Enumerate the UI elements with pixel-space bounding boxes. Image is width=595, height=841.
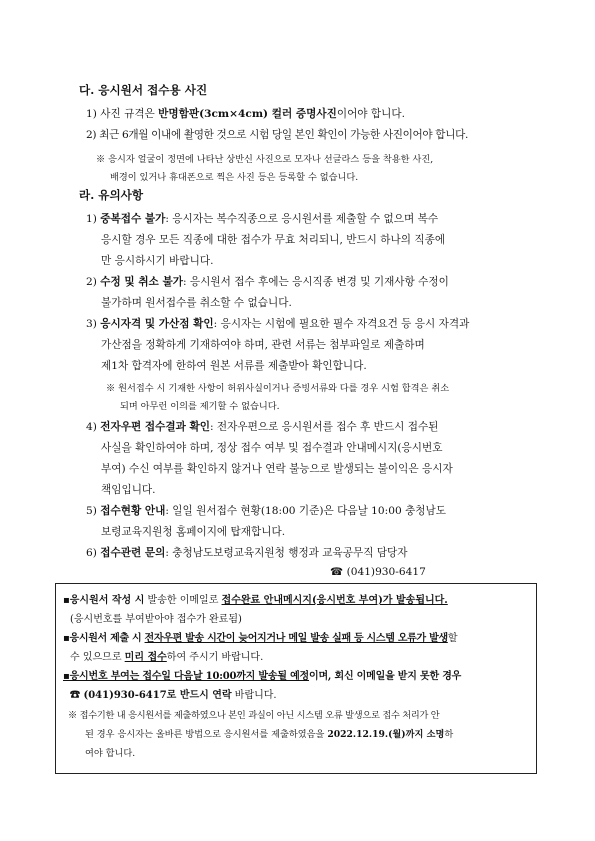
notice-paragraph-4: [68, 707, 439, 721]
notice-text: 된 경우 응시자는 올바른 방법으로 응시원서를 제출하였음을: [85, 729, 328, 740]
item-text: : 일일 원서접수 현황(18:00 기준)은 다음날 10:00 충청남도: [165, 505, 447, 517]
notice-paragraph-3-line-2: [70, 686, 277, 701]
notice-text: 수 있으므로: [70, 652, 125, 663]
section-ra-item-2-line-2: 불가하며 원서접수를 취소할 수 없습니다.: [101, 297, 292, 309]
section-ra-item-2: [86, 274, 449, 289]
notice-text: 할: [447, 633, 458, 644]
phone-icon: ☎: [330, 566, 344, 578]
section-ra-item-4-line-2: 사실을 확인하여야 하며, 정상 접수 여부 및 접수결과 안내메시지(응시번호: [101, 442, 443, 454]
notice-text: 발송한 이메일로: [144, 595, 222, 606]
section-da-item-2: [86, 127, 468, 142]
section-da-item-1: [86, 106, 405, 121]
item-text: : 응시원서 접수 후에는 응시직종 변경 및 기재사항 수정이: [182, 276, 449, 288]
section-ra-item-3-note-line-2: 되며 아무런 이의를 제기할 수 없습니다.: [120, 401, 280, 412]
item-number: 2): [86, 129, 97, 141]
notice-emphasis: 접수완료 안내메시지(응시번호 부여)가 발송됩니다.: [221, 595, 448, 606]
section-da-note-line-1: [96, 151, 433, 165]
phone-number: (041)930-6417: [346, 566, 426, 578]
item-number: 6): [86, 547, 97, 559]
section-ra-item-3-line-3: 제1차 합격자에 한하여 원본 서류를 제출받아 확인합니다.: [101, 360, 367, 372]
note-mark: ※: [68, 710, 77, 721]
notice-emphasis: 전자우편 발송 시간이 늦어지거나 메일 발송 실패 등 시스템 오류가 발생: [144, 633, 448, 644]
section-ra-item-1: [86, 211, 438, 226]
item-title: 중복접수 불가: [100, 213, 166, 225]
notice-paragraph-1: [63, 591, 448, 606]
notice-paragraph-4-line-3: 여야 합니다.: [85, 748, 136, 759]
note-text: 응시자 얼굴이 정면에 나타난 상반신 사진으로 모자나 선글라스 등을 착용한 사진,: [108, 154, 434, 165]
contact-phone: [330, 566, 426, 578]
item-title: 수정 및 취소 불가: [100, 276, 183, 288]
notice-text: 하여 주시기 바랍니다.: [166, 652, 264, 663]
notice-text: 이며, 회신 이메일을 받지 못한 경우: [309, 671, 462, 682]
item-number: 1): [86, 108, 97, 120]
item-text-bold: 반명함판(3cm×4cm) 컬러 증명사진: [158, 108, 337, 120]
item-title: 전자우편 접수결과 확인: [100, 421, 210, 433]
section-ra-item-5-line-2: 보령교육지원청 홈페이지에 탑재합니다.: [101, 526, 286, 538]
section-ra-item-1-line-2: 응시할 경우 모든 직종에 대한 접수가 무효 처리되니, 반드시 하나의 직종에: [101, 234, 446, 246]
section-ra-item-3-line-2: 가산점을 정확하게 기재하여야 하며, 관련 서류는 첨부파일로 제출하며: [101, 339, 425, 351]
section-ra-heading: 라. 유의사항: [79, 188, 144, 202]
notice-emphasis: 미리 접수: [124, 652, 167, 663]
note-text: 원서접수 시 기재한 사항이 허위사실이거나 증빙서류와 다를 경우 시험 합격은 취소: [118, 383, 450, 394]
item-text: : 응시자는 복수직종으로 응시원서를 제출할 수 없으며 복수: [165, 213, 439, 225]
section-ra-item-3: [86, 316, 469, 331]
item-title: 접수관련 문의: [100, 547, 166, 559]
notice-text: 접수기한 내 응시원서를 제출하였으나 본인 과실이 아닌 시스템 오류 발생으로 접수 처리가 안: [79, 710, 440, 721]
notice-paragraph-1-line-2: (응시번호를 부여받아야 접수가 완료됨): [70, 614, 242, 625]
item-text-post: 이어야 합니다.: [336, 108, 405, 120]
section-ra-item-5: [86, 503, 446, 518]
note-mark: ※: [96, 154, 106, 165]
section-ra-item-4: [86, 419, 438, 434]
item-number: 2): [86, 276, 97, 288]
section-ra-item-4-line-4: 책임입니다.: [101, 484, 156, 496]
notice-paragraph-2-line-2: [70, 648, 263, 663]
notice-paragraph-2: [63, 629, 457, 644]
section-ra-item-1-line-3: 만 응시하시기 바랍니다.: [101, 255, 214, 267]
section-ra-item-3-note-line-1: [106, 380, 449, 394]
item-text-pre: 사진 규격은: [100, 108, 159, 120]
item-text: : 충청남도보령교육지원청 행정과 교육공무직 담당자: [165, 547, 408, 559]
item-text: : 전자우편으로 응시원서를 접수 후 반드시 접수된: [209, 421, 439, 433]
section-ra-item-6: [86, 545, 408, 560]
notice-paragraph-3: [63, 667, 461, 682]
item-number: 4): [86, 421, 97, 433]
notice-text: 바랍니다.: [231, 690, 277, 701]
item-number: 1): [86, 213, 97, 225]
item-number: 3): [86, 318, 97, 330]
notice-text: 하: [444, 729, 454, 740]
section-ra-item-4-line-3: 부여) 수신 여부를 확인하지 않거나 연락 불능으로 발생되는 불이익은 응시자: [101, 463, 453, 475]
notice-emphasis: 2022.12.19.(월)까지 소명: [327, 729, 445, 740]
notice-paragraph-4-line-2: [85, 726, 453, 740]
item-text: : 응시자는 시험에 필요한 필수 자격요건 등 응시 자격과: [213, 318, 470, 330]
note-mark: ※: [106, 383, 116, 394]
notice-emphasis: ☎ (041)930-6417로 반드시 연락: [70, 690, 232, 701]
item-title: 응시자격 및 가산점 확인: [100, 318, 214, 330]
section-da-heading: 다. 응시원서 접수용 사진: [79, 83, 208, 97]
item-title: 접수현황 안내: [100, 505, 166, 517]
item-number: 5): [86, 505, 97, 517]
item-text: 최근 6개월 이내에 촬영한 것으로 시험 당일 본인 확인이 가능한 사진이어야 합니다.: [99, 129, 468, 141]
notice-label: ▪응시원서 제출 시: [63, 633, 145, 644]
section-da-note-line-2: 배경이 있거나 휴대폰으로 찍은 사진 등은 등록할 수 없습니다.: [110, 172, 359, 183]
notice-emphasis: ▪응시번호 부여는 접수일 다음날 10:00까지 발송될 예정: [63, 671, 309, 682]
notice-label: ▪응시원서 작성 시: [63, 595, 145, 606]
